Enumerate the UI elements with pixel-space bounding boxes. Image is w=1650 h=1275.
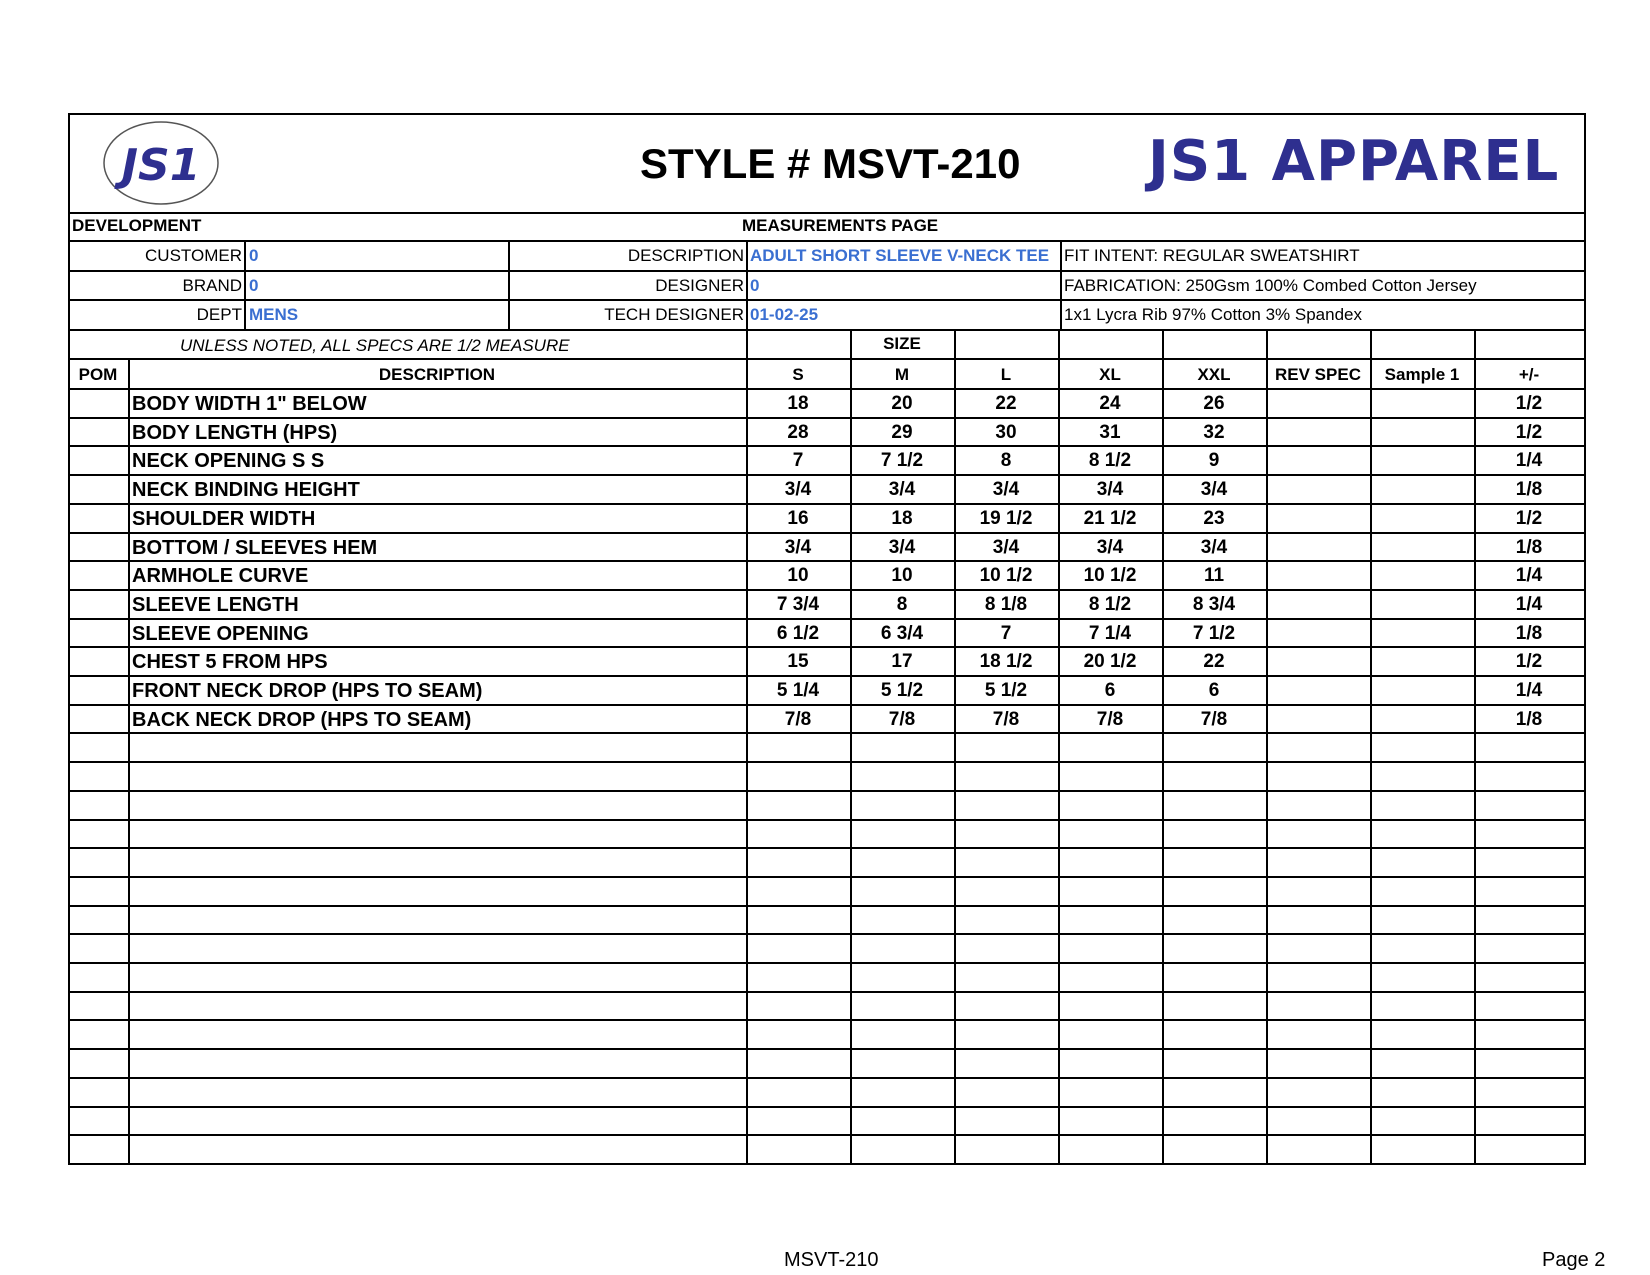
value-l: 10 1/2 [979, 565, 1033, 587]
value-xl: 31 [1099, 421, 1121, 443]
divider [1060, 240, 1062, 330]
value-tolerance: 1/8 [1515, 622, 1543, 644]
value-tolerance: 1/4 [1515, 680, 1543, 702]
value-xl: 7 1/4 [1088, 622, 1132, 644]
row-description: ARMHOLE CURVE [132, 565, 309, 588]
measurements-page-label: MEASUREMENTS PAGE [742, 216, 939, 235]
grid-line [1474, 329, 1476, 358]
js1-apparel-logo: JS1 APPAREL [1148, 129, 1560, 194]
value-m: 3/4 [888, 536, 916, 558]
grid-line [68, 532, 1586, 534]
customer-label: CUSTOMER [145, 246, 242, 265]
description-value: ADULT SHORT SLEEVE V-NECK TEE [750, 246, 1050, 265]
divider [68, 240, 1586, 242]
value-tolerance: 1/4 [1515, 450, 1543, 472]
value-s: 28 [787, 421, 809, 443]
frame-top [68, 113, 1586, 115]
value-xxl: 23 [1203, 507, 1225, 529]
value-s: 7/8 [784, 708, 812, 730]
header-desc: DESCRIPTION [378, 365, 496, 384]
grid-line [68, 1077, 1586, 1079]
grid-line [1058, 358, 1060, 1165]
value-xl: 3/4 [1096, 536, 1124, 558]
value-m: 7/8 [888, 708, 916, 730]
value-tolerance: 1/2 [1515, 393, 1543, 414]
value-m: 3/4 [888, 479, 916, 501]
js1-logo [102, 120, 220, 206]
dept-label: DEPT [196, 305, 242, 324]
dept-value: MENS [249, 305, 299, 324]
footer-page: Page 2 [1542, 1249, 1606, 1271]
value-l: 18 1/2 [979, 651, 1033, 673]
divider [508, 240, 510, 330]
grid-line [68, 474, 1586, 476]
value-xl: 7/8 [1096, 708, 1124, 730]
divider [68, 212, 1586, 214]
value-tolerance: 1/8 [1515, 479, 1543, 501]
value-s: 10 [787, 565, 809, 587]
value-l: 3/4 [992, 536, 1020, 558]
designer-value: 0 [750, 276, 760, 295]
row-description: FRONT NECK DROP (HPS TO SEAM) [132, 680, 483, 703]
style-title: STYLE # MSVT-210 [640, 140, 1021, 187]
divider [1060, 329, 1586, 331]
value-xl: 3/4 [1096, 479, 1124, 501]
grid-line [68, 732, 1586, 734]
value-m: 18 [891, 507, 913, 529]
grid-line [850, 358, 852, 1165]
value-tolerance: 1/2 [1515, 421, 1543, 443]
value-xl: 10 1/2 [1083, 565, 1137, 587]
value-m: 6 3/4 [880, 622, 924, 644]
grid-line [68, 991, 1586, 993]
grid-line [68, 790, 1586, 792]
value-xl: 8 1/2 [1088, 450, 1132, 472]
value-m: 7 1/2 [880, 450, 924, 472]
row-description: BACK NECK DROP (HPS TO SEAM) [132, 708, 472, 731]
development-label: DEVELOPMENT [72, 216, 202, 235]
js1-logo-text: JS1 [121, 140, 201, 191]
value-s: 7 3/4 [776, 593, 820, 615]
value-tolerance: 1/4 [1515, 593, 1543, 615]
grid-line [68, 560, 1586, 562]
grid-line [68, 358, 1586, 360]
value-xxl: 3/4 [1200, 536, 1228, 558]
value-tolerance: 1/8 [1515, 708, 1543, 730]
specs-note: UNLESS NOTED, ALL SPECS ARE 1/2 MEASURE [180, 336, 570, 355]
grid-line [68, 1106, 1586, 1108]
grid-line [746, 329, 748, 358]
value-xl: 8 1/2 [1088, 593, 1132, 615]
value-l: 7 [1000, 622, 1012, 644]
footer-style: MSVT-210 [784, 1249, 879, 1271]
value-xxl: 3/4 [1200, 479, 1228, 501]
header-xxl: XXL [1197, 365, 1231, 384]
grid-line [1162, 329, 1164, 358]
value-m: 29 [891, 421, 913, 443]
grid-line [68, 1134, 1586, 1136]
value-xxl: 26 [1203, 393, 1225, 414]
grid-line [1058, 329, 1060, 358]
value-s: 7 [792, 450, 804, 472]
grid-line [68, 675, 1586, 677]
grid-line [68, 618, 1586, 620]
value-l: 22 [995, 393, 1017, 414]
value-xl: 21 1/2 [1083, 507, 1137, 529]
value-s: 5 1/4 [776, 680, 820, 702]
value-m: 20 [891, 393, 913, 414]
size-label: SIZE [883, 334, 921, 353]
row-description: BODY WIDTH 1" BELOW [132, 393, 367, 415]
value-tolerance: 1/4 [1515, 565, 1543, 587]
grid-line [68, 445, 1586, 447]
grid-line [68, 1048, 1586, 1050]
grid-line [68, 1163, 1586, 1165]
header-m: M [894, 365, 910, 384]
header-l: L [1000, 365, 1012, 384]
value-l: 19 1/2 [979, 507, 1033, 529]
value-xxl: 9 [1208, 450, 1220, 472]
grid-line [68, 933, 1586, 935]
value-m: 5 1/2 [880, 680, 924, 702]
grid-line [68, 388, 1586, 390]
tech-designer-label: TECH DESIGNER [604, 305, 744, 324]
value-s: 16 [787, 507, 809, 529]
value-tolerance: 1/2 [1515, 651, 1543, 673]
grid-line [68, 417, 1586, 419]
divider [68, 329, 1132, 331]
grid-line [68, 1019, 1586, 1021]
row-description: NECK OPENING S S [132, 450, 325, 473]
value-xxl: 6 [1208, 680, 1220, 702]
grid-line [954, 329, 956, 358]
value-m: 10 [891, 565, 913, 587]
divider [68, 299, 1586, 301]
value-tolerance: 1/2 [1515, 507, 1543, 529]
grid-line [68, 905, 1586, 907]
value-xxl: 8 3/4 [1192, 593, 1236, 615]
grid-line [68, 358, 70, 1165]
value-xxl: 11 [1203, 565, 1225, 587]
value-tolerance: 1/8 [1515, 536, 1543, 558]
grid-line [954, 358, 956, 1165]
grid-line [68, 819, 1586, 821]
grid-line [68, 589, 1586, 591]
grid-line [1162, 358, 1164, 1165]
grid-line [746, 358, 748, 1165]
value-s: 3/4 [784, 536, 812, 558]
divider [244, 240, 246, 330]
row-description: SLEEVE LENGTH [132, 593, 299, 616]
header-xl: XL [1099, 365, 1121, 384]
fit-intent: FIT INTENT: REGULAR SWEATSHIRT [1064, 246, 1360, 265]
header-pom: POM [78, 365, 118, 384]
grid-line [68, 847, 1586, 849]
brand-value: 0 [249, 276, 259, 295]
value-xl: 6 [1104, 680, 1116, 702]
grid-line [1584, 358, 1586, 1165]
grid-line [128, 358, 130, 1165]
value-xxl: 32 [1203, 421, 1225, 443]
description-label: DESCRIPTION [627, 246, 744, 265]
value-s: 3/4 [784, 479, 812, 501]
value-l: 7/8 [992, 708, 1020, 730]
row-description: SHOULDER WIDTH [132, 507, 316, 530]
value-l: 8 [1000, 450, 1012, 472]
row-description: CHEST 5 FROM HPS [132, 651, 328, 674]
value-l: 5 1/2 [984, 680, 1028, 702]
grid-line [68, 876, 1586, 878]
value-l: 3/4 [992, 479, 1020, 501]
rib-spec: 1x1 Lycra Rib 97% Cotton 3% Spandex [1064, 305, 1362, 324]
designer-label: DESIGNER [655, 276, 744, 295]
row-description: BODY LENGTH (HPS) [132, 421, 338, 444]
header-rev: REV SPEC [1275, 365, 1361, 384]
tech-designer-value: 01-02-25 [750, 305, 819, 324]
grid-line [1474, 358, 1476, 1165]
value-xxl: 7/8 [1200, 708, 1228, 730]
grid-line [1266, 358, 1268, 1165]
fabrication: FABRICATION: 250Gsm 100% Combed Cotton Jersey [1064, 276, 1477, 295]
divider [746, 240, 748, 330]
value-s: 6 1/2 [776, 622, 820, 644]
value-xl: 20 1/2 [1083, 651, 1137, 673]
row-description: BOTTOM / SLEEVES HEM [132, 536, 378, 559]
value-s: 15 [787, 651, 809, 673]
grid-line [68, 646, 1586, 648]
grid-line [1370, 358, 1372, 1165]
value-l: 8 1/8 [984, 593, 1028, 615]
brand-label: BRAND [182, 276, 242, 295]
row-description: SLEEVE OPENING [132, 622, 309, 645]
header-s: S [792, 365, 804, 384]
value-xxl: 22 [1203, 651, 1225, 673]
header-tol: +/- [1518, 365, 1540, 384]
grid-line [68, 962, 1586, 964]
value-s: 18 [787, 393, 809, 414]
value-m: 8 [896, 593, 908, 615]
customer-value: 0 [249, 246, 259, 265]
header-sample: Sample 1 [1384, 365, 1460, 384]
grid-line [68, 503, 1586, 505]
grid-line [68, 761, 1586, 763]
value-l: 30 [995, 421, 1017, 443]
divider [68, 270, 1586, 272]
value-xxl: 7 1/2 [1192, 622, 1236, 644]
grid-line [68, 704, 1586, 706]
value-xl: 24 [1099, 393, 1121, 414]
row-description: NECK BINDING HEIGHT [132, 479, 360, 502]
value-m: 17 [891, 651, 913, 673]
grid-line [1370, 329, 1372, 358]
grid-line [1266, 329, 1268, 358]
